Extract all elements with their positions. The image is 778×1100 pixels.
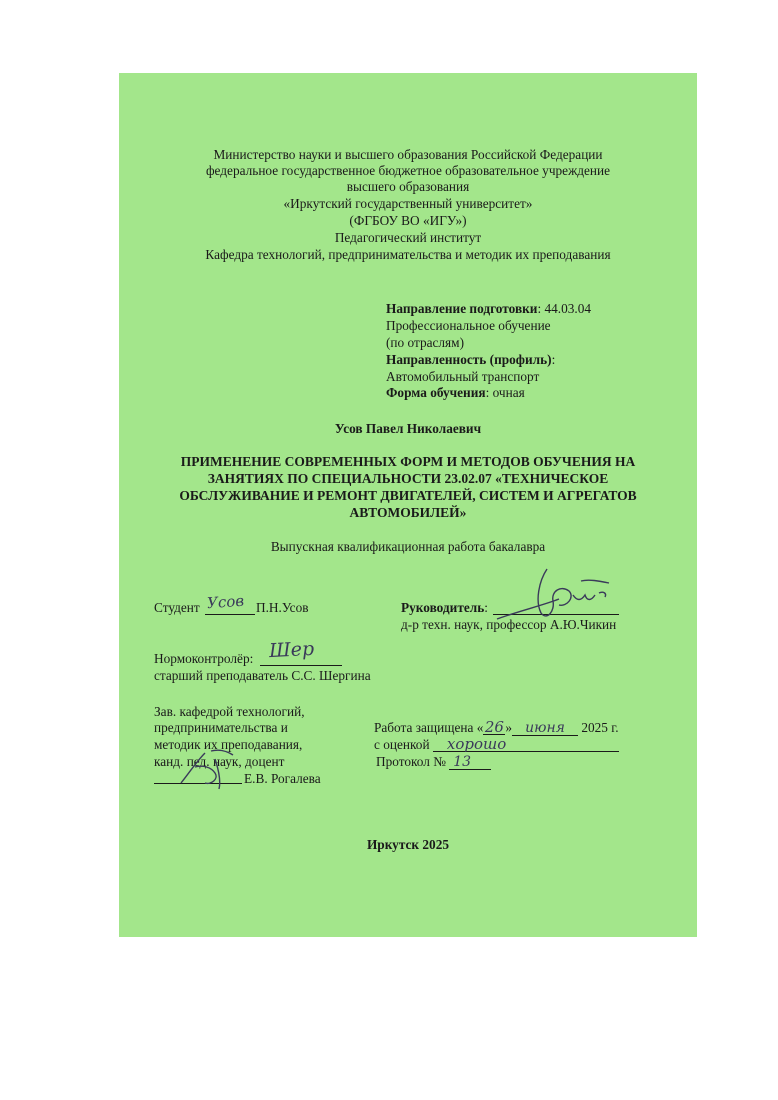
- defense-year: 2025 г.: [581, 720, 619, 735]
- study-form-value: : очная: [485, 385, 525, 400]
- profile-value: Автомобильный транспорт: [386, 369, 540, 384]
- student-signature-line: [205, 614, 255, 615]
- direction-code: : 44.03.04: [537, 301, 592, 316]
- normcontrol-signature-line: [260, 665, 342, 666]
- title-page: [119, 73, 697, 937]
- defense-mid: »: [505, 720, 513, 735]
- thesis-title-2: ЗАНЯТИЯХ ПО СПЕЦИАЛЬНОСТИ 23.02.07 «ТЕХНИЧЕСКОЕ: [207, 471, 609, 486]
- profile-line: [386, 352, 555, 369]
- profile-label: Направленность (профиль): [386, 352, 552, 367]
- grade-value: хорошо: [433, 737, 619, 752]
- department-name: Кафедра технологий, предпринимательства и методик их преподавания: [205, 247, 611, 262]
- work-type: Выпускная квалификационная работа бакалавра: [270, 539, 546, 554]
- profile-colon: :: [551, 352, 556, 367]
- city-year: Иркутск 2025: [366, 837, 450, 852]
- thesis-title-1: ПРИМЕНЕНИЕ СОВРЕМЕННЫХ ФОРМ И МЕТОДОВ ОБУЧЕНИЯ НА: [180, 454, 636, 469]
- head-line-3: методик их преподавания,: [154, 737, 303, 752]
- defense-prefix: Работа защищена «: [374, 720, 484, 735]
- grade-label: с оценкой: [374, 737, 430, 752]
- normcontrol-position: старший преподаватель С.С. Шергина: [154, 668, 371, 683]
- institute-name: Педагогический институт: [334, 230, 482, 245]
- author-name: Усов Павел Николаевич: [334, 421, 482, 436]
- student-signature: Усов: [206, 591, 245, 613]
- student-name: П.Н.Усов: [256, 600, 309, 615]
- normcontrol-signature: Шер: [268, 637, 315, 663]
- university-abbr: (ФГБОУ ВО «ИГУ»): [349, 213, 467, 228]
- direction-label: Направление подготовки: [386, 301, 538, 316]
- normcontrol-label: Нормоконтролёр:: [154, 651, 254, 666]
- defense-day: 26: [484, 718, 504, 736]
- supervisor-label: Руководитель: [401, 600, 485, 615]
- head-line-2: предпринимательства и: [154, 720, 288, 735]
- protocol-label: Протокол №: [376, 754, 446, 769]
- direction-name-1: Профессиональное обучение: [386, 318, 551, 333]
- direction-name-2: (по отраслям): [386, 335, 465, 350]
- education-level-line: высшего образования: [346, 179, 470, 194]
- head-name: Е.В. Рогалева: [244, 771, 321, 786]
- protocol-line: [376, 754, 491, 771]
- head-signature: [175, 743, 239, 791]
- institution-type-line: федеральное государственное бюджетное образовательное учреждение: [205, 163, 611, 178]
- thesis-title-3: ОБСЛУЖИВАНИЕ И РЕМОНТ ДВИГАТЕЛЕЙ, СИСТЕМ И АГРЕГАТОВ: [179, 488, 637, 503]
- student-label: Студент: [154, 600, 200, 615]
- study-form-line: [386, 385, 525, 402]
- university-name: «Иркутский государственный университет»: [283, 196, 533, 211]
- defense-month: июня: [512, 721, 578, 736]
- head-line-4: канд. пед. наук, доцент: [154, 754, 285, 769]
- direction-line: [386, 301, 591, 318]
- supervisor-position: д-р техн. наук, профессор А.Ю.Чикин: [401, 617, 617, 632]
- study-form-label: Форма обучения: [386, 385, 486, 400]
- supervisor-line: [401, 600, 488, 617]
- thesis-title-4: АВТОМОБИЛЕЙ»: [349, 505, 467, 520]
- ministry-line: Министерство науки и высшего образования Российской Федерации: [213, 147, 603, 162]
- head-line-1: Зав. кафедрой технологий,: [154, 704, 305, 719]
- supervisor-colon: :: [484, 600, 488, 615]
- protocol-number: 13: [449, 755, 491, 770]
- grade-line: [374, 737, 619, 754]
